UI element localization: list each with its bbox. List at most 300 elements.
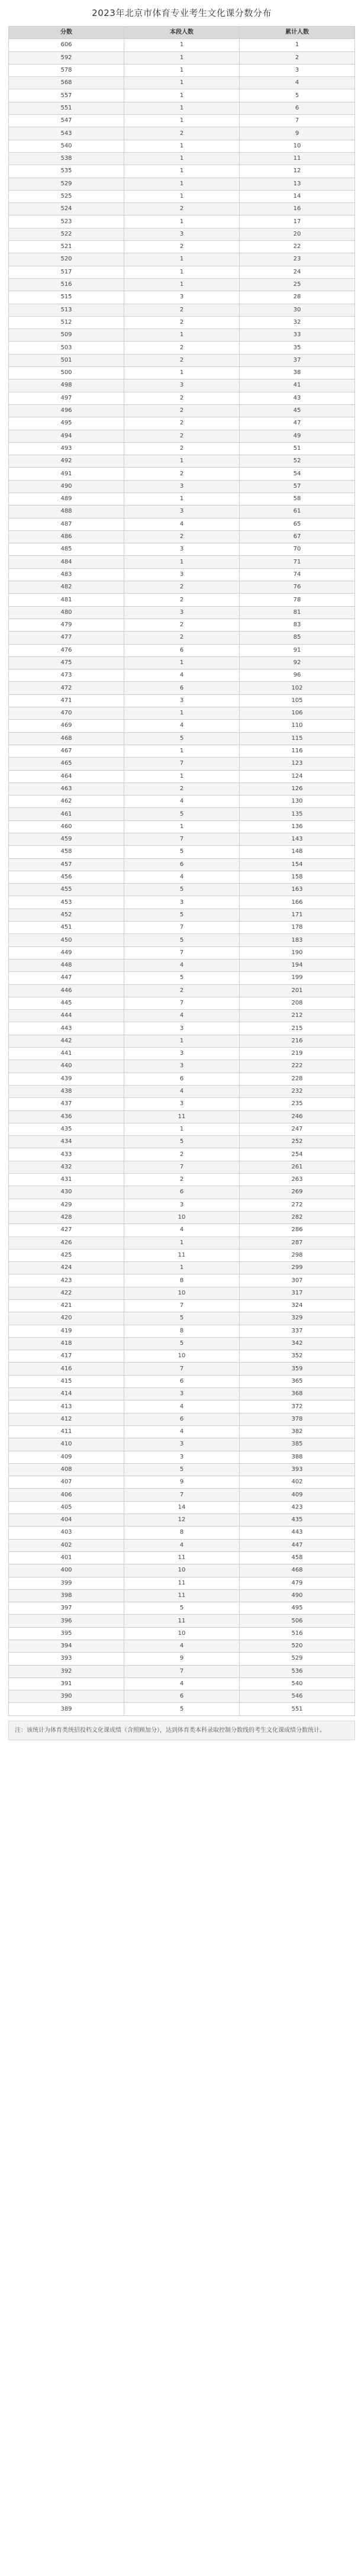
- segment-count-cell: 2: [124, 632, 240, 644]
- cumulative-count-cell: 43: [240, 392, 355, 404]
- score-cell: 399: [9, 1577, 124, 1589]
- score-cell: 495: [9, 417, 124, 430]
- table-row: [9, 1677, 355, 1690]
- score-cell: 451: [9, 922, 124, 934]
- table-row: [9, 682, 355, 694]
- segment-count-cell: 1: [124, 770, 240, 783]
- segment-count-cell: 4: [124, 871, 240, 883]
- cumulative-count-cell: 365: [240, 1375, 355, 1387]
- table-row: [9, 1174, 355, 1186]
- segment-count-cell: 2: [124, 783, 240, 795]
- score-cell: 476: [9, 644, 124, 656]
- cumulative-count-cell: 2: [240, 51, 355, 64]
- table-row: [9, 51, 355, 64]
- segment-count-cell: 1: [124, 266, 240, 278]
- segment-count-cell: 2: [124, 316, 240, 329]
- cumulative-count-cell: 201: [240, 984, 355, 997]
- score-cell: 513: [9, 304, 124, 316]
- score-cell: 516: [9, 278, 124, 291]
- table-row: [9, 669, 355, 682]
- segment-count-cell: 5: [124, 1703, 240, 1715]
- cumulative-count-cell: 378: [240, 1413, 355, 1425]
- segment-count-cell: 1: [124, 1123, 240, 1135]
- table-row: [9, 1514, 355, 1527]
- cumulative-count-cell: 23: [240, 253, 355, 266]
- cumulative-count-cell: 148: [240, 846, 355, 858]
- score-cell: 535: [9, 165, 124, 178]
- score-cell: 441: [9, 1048, 124, 1060]
- score-cell: 538: [9, 152, 124, 165]
- cumulative-count-cell: 110: [240, 720, 355, 732]
- cumulative-count-cell: 102: [240, 682, 355, 694]
- cumulative-count-cell: 286: [240, 1224, 355, 1237]
- score-cell: 447: [9, 972, 124, 984]
- segment-count-cell: 8: [124, 1325, 240, 1337]
- segment-count-cell: 7: [124, 1299, 240, 1312]
- segment-count-cell: 2: [124, 442, 240, 455]
- table-row: [9, 884, 355, 896]
- segment-count-cell: 2: [124, 354, 240, 366]
- segment-count-cell: 1: [124, 64, 240, 76]
- page-title: 2023年北京市体育专业考生文化课分数分布: [92, 8, 272, 18]
- cumulative-count-cell: 402: [240, 1476, 355, 1489]
- segment-count-cell: 7: [124, 1665, 240, 1677]
- segment-count-cell: 7: [124, 946, 240, 959]
- segment-count-cell: 11: [124, 1110, 240, 1123]
- table-row: [9, 417, 355, 430]
- cumulative-count-cell: 4: [240, 77, 355, 89]
- score-cell: 428: [9, 1211, 124, 1223]
- score-cell: 391: [9, 1677, 124, 1690]
- cumulative-count-cell: 28: [240, 291, 355, 304]
- score-cell: 496: [9, 404, 124, 417]
- segment-count-cell: 2: [124, 619, 240, 631]
- cumulative-count-cell: 235: [240, 1098, 355, 1110]
- cumulative-count-cell: 30: [240, 304, 355, 316]
- segment-count-cell: 1: [124, 190, 240, 202]
- table-row: [9, 644, 355, 656]
- table-row: [9, 1388, 355, 1400]
- table-row: [9, 455, 355, 468]
- segment-count-cell: 4: [124, 1224, 240, 1237]
- segment-count-cell: 7: [124, 1161, 240, 1173]
- segment-count-cell: 1: [124, 253, 240, 266]
- table-row: [9, 203, 355, 215]
- score-cell: 522: [9, 228, 124, 240]
- cumulative-count-cell: 6: [240, 102, 355, 114]
- cumulative-count-cell: 166: [240, 896, 355, 909]
- cumulative-count-cell: 25: [240, 278, 355, 291]
- segment-count-cell: 2: [124, 468, 240, 480]
- segment-count-cell: 7: [124, 997, 240, 1009]
- score-cell: 470: [9, 707, 124, 720]
- cumulative-count-cell: 9: [240, 127, 355, 140]
- score-cell: 390: [9, 1690, 124, 1703]
- segment-count-cell: 3: [124, 1438, 240, 1451]
- cumulative-count-cell: 272: [240, 1199, 355, 1211]
- table-row: [9, 1237, 355, 1249]
- score-cell: 437: [9, 1098, 124, 1110]
- segment-count-cell: 9: [124, 1653, 240, 1665]
- cumulative-count-cell: 45: [240, 404, 355, 417]
- table-row: [9, 342, 355, 354]
- cumulative-count-cell: 5: [240, 89, 355, 102]
- table-row: [9, 1060, 355, 1073]
- score-cell: 484: [9, 556, 124, 568]
- score-cell: 456: [9, 871, 124, 883]
- segment-count-cell: 3: [124, 480, 240, 492]
- table-row: [9, 530, 355, 543]
- table-row: [9, 783, 355, 795]
- table-row: [9, 1098, 355, 1110]
- score-cell: 467: [9, 745, 124, 757]
- segment-count-cell: 2: [124, 1148, 240, 1161]
- segment-count-cell: 3: [124, 1048, 240, 1060]
- segment-count-cell: 4: [124, 1400, 240, 1413]
- table-row: [9, 178, 355, 190]
- table-row: [9, 1363, 355, 1375]
- table-row: [9, 858, 355, 871]
- segment-count-cell: 4: [124, 1640, 240, 1653]
- table-row: [9, 896, 355, 909]
- segment-count-cell: 4: [124, 796, 240, 808]
- table-row: [9, 632, 355, 644]
- segment-count-cell: 6: [124, 682, 240, 694]
- table-row: [9, 1186, 355, 1199]
- table-header: [9, 27, 355, 39]
- score-cell: 557: [9, 89, 124, 102]
- cumulative-count-cell: 443: [240, 1527, 355, 1539]
- header-cumulative-count: 累计人数: [240, 27, 355, 39]
- table-row: [9, 480, 355, 492]
- table-row: [9, 505, 355, 518]
- table-row: [9, 581, 355, 594]
- score-cell: 494: [9, 430, 124, 442]
- score-cell: 429: [9, 1199, 124, 1211]
- segment-count-cell: 4: [124, 959, 240, 971]
- table-row: [9, 392, 355, 404]
- cumulative-count-cell: 106: [240, 707, 355, 720]
- table-row: [9, 984, 355, 997]
- segment-count-cell: 7: [124, 1363, 240, 1375]
- table-row: [9, 228, 355, 240]
- score-cell: 498: [9, 379, 124, 392]
- segment-count-cell: 2: [124, 581, 240, 594]
- table-row: [9, 1224, 355, 1237]
- segment-count-cell: 7: [124, 922, 240, 934]
- segment-count-cell: 5: [124, 1602, 240, 1615]
- segment-count-cell: 1: [124, 367, 240, 379]
- cumulative-count-cell: 24: [240, 266, 355, 278]
- table-row: [9, 1690, 355, 1703]
- segment-count-cell: 1: [124, 745, 240, 757]
- cumulative-count-cell: 540: [240, 1677, 355, 1690]
- segment-count-cell: 4: [124, 669, 240, 682]
- cumulative-count-cell: 232: [240, 1085, 355, 1097]
- cumulative-count-cell: 317: [240, 1287, 355, 1299]
- table-row: [9, 1337, 355, 1350]
- cumulative-count-cell: 337: [240, 1325, 355, 1337]
- cumulative-count-cell: 22: [240, 241, 355, 253]
- table-row: [9, 732, 355, 745]
- table-row: [9, 190, 355, 202]
- cumulative-count-cell: 116: [240, 745, 355, 757]
- score-cell: 458: [9, 846, 124, 858]
- segment-count-cell: 1: [124, 152, 240, 165]
- table-row: [9, 922, 355, 934]
- table-row: [9, 758, 355, 770]
- cumulative-count-cell: 183: [240, 934, 355, 946]
- table-row: [9, 1274, 355, 1287]
- cumulative-count-cell: 372: [240, 1400, 355, 1413]
- cumulative-count-cell: 74: [240, 568, 355, 581]
- cumulative-count-cell: 261: [240, 1161, 355, 1173]
- cumulative-count-cell: 136: [240, 820, 355, 833]
- score-cell: 497: [9, 392, 124, 404]
- table-row: [9, 1035, 355, 1047]
- table-row: [9, 543, 355, 556]
- cumulative-count-cell: 551: [240, 1703, 355, 1715]
- cumulative-count-cell: 447: [240, 1539, 355, 1551]
- score-cell: 406: [9, 1489, 124, 1501]
- cumulative-count-cell: 247: [240, 1123, 355, 1135]
- segment-count-cell: 11: [124, 1551, 240, 1564]
- cumulative-count-cell: 246: [240, 1110, 355, 1123]
- segment-count-cell: 10: [124, 1350, 240, 1363]
- segment-count-cell: 1: [124, 329, 240, 342]
- table-row: [9, 1123, 355, 1135]
- segment-count-cell: 10: [124, 1564, 240, 1577]
- segment-count-cell: 3: [124, 505, 240, 518]
- segment-count-cell: 5: [124, 884, 240, 896]
- cumulative-count-cell: 3: [240, 64, 355, 76]
- cumulative-count-cell: 76: [240, 581, 355, 594]
- segment-count-cell: 6: [124, 858, 240, 871]
- table-row: [9, 745, 355, 757]
- cumulative-count-cell: 78: [240, 594, 355, 606]
- segment-count-cell: 10: [124, 1287, 240, 1299]
- score-cell: 486: [9, 530, 124, 543]
- table-row: [9, 442, 355, 455]
- score-cell: 578: [9, 64, 124, 76]
- cumulative-count-cell: 143: [240, 833, 355, 846]
- segment-count-cell: 3: [124, 896, 240, 909]
- score-cell: 411: [9, 1425, 124, 1438]
- table-row: [9, 606, 355, 619]
- segment-count-cell: 1: [124, 102, 240, 114]
- score-cell: 457: [9, 858, 124, 871]
- cumulative-count-cell: 490: [240, 1589, 355, 1602]
- score-cell: 464: [9, 770, 124, 783]
- cumulative-count-cell: 216: [240, 1035, 355, 1047]
- score-cell: 389: [9, 1703, 124, 1715]
- score-cell: 445: [9, 997, 124, 1009]
- table-body: [9, 39, 355, 1715]
- table-row: [9, 1539, 355, 1551]
- table-row: [9, 808, 355, 820]
- cumulative-count-cell: 41: [240, 379, 355, 392]
- table-row: [9, 1640, 355, 1653]
- cumulative-count-cell: 254: [240, 1148, 355, 1161]
- score-cell: 520: [9, 253, 124, 266]
- cumulative-count-cell: 65: [240, 518, 355, 530]
- cumulative-count-cell: 382: [240, 1425, 355, 1438]
- table-row: [9, 1463, 355, 1476]
- table-row: [9, 278, 355, 291]
- cumulative-count-cell: 342: [240, 1337, 355, 1350]
- table-row: [9, 1476, 355, 1489]
- score-cell: 465: [9, 758, 124, 770]
- segment-count-cell: 6: [124, 1073, 240, 1085]
- score-cell: 523: [9, 215, 124, 228]
- cumulative-count-cell: 263: [240, 1174, 355, 1186]
- header-segment-count: 本段人数: [124, 27, 240, 39]
- score-cell: 463: [9, 783, 124, 795]
- table-row: [9, 1375, 355, 1387]
- score-cell: 461: [9, 808, 124, 820]
- score-cell: 419: [9, 1325, 124, 1337]
- segment-count-cell: 12: [124, 1514, 240, 1527]
- segment-count-cell: 1: [124, 707, 240, 720]
- segment-count-cell: 2: [124, 127, 240, 140]
- score-cell: 491: [9, 468, 124, 480]
- score-cell: 489: [9, 492, 124, 505]
- cumulative-count-cell: 269: [240, 1186, 355, 1199]
- cumulative-count-cell: 228: [240, 1073, 355, 1085]
- score-cell: 410: [9, 1438, 124, 1451]
- table-row: [9, 833, 355, 846]
- table-row: [9, 152, 355, 165]
- score-cell: 503: [9, 342, 124, 354]
- table-row: [9, 253, 355, 266]
- score-cell: 462: [9, 796, 124, 808]
- table-row: [9, 64, 355, 76]
- score-cell: 436: [9, 1110, 124, 1123]
- table-row: [9, 165, 355, 178]
- cumulative-count-cell: 423: [240, 1501, 355, 1514]
- segment-count-cell: 11: [124, 1589, 240, 1602]
- cumulative-count-cell: 20: [240, 228, 355, 240]
- segment-count-cell: 3: [124, 1199, 240, 1211]
- score-cell: 485: [9, 543, 124, 556]
- score-cell: 493: [9, 442, 124, 455]
- table-row: [9, 1148, 355, 1161]
- cumulative-count-cell: 479: [240, 1577, 355, 1589]
- score-cell: 512: [9, 316, 124, 329]
- score-cell: 438: [9, 1085, 124, 1097]
- cumulative-count-cell: 324: [240, 1299, 355, 1312]
- segment-count-cell: 1: [124, 492, 240, 505]
- table-row: [9, 241, 355, 253]
- score-cell: 481: [9, 594, 124, 606]
- table-row: [9, 329, 355, 342]
- segment-count-cell: 4: [124, 1085, 240, 1097]
- table-header-row: [9, 27, 355, 39]
- table-row: [9, 1451, 355, 1463]
- score-cell: 409: [9, 1451, 124, 1463]
- score-cell: 444: [9, 1010, 124, 1022]
- score-cell: 443: [9, 1022, 124, 1035]
- table-row: [9, 127, 355, 140]
- score-cell: 396: [9, 1615, 124, 1627]
- score-cell: 398: [9, 1589, 124, 1602]
- segment-count-cell: 1: [124, 1035, 240, 1047]
- score-cell: 403: [9, 1527, 124, 1539]
- score-cell: 415: [9, 1375, 124, 1387]
- segment-count-cell: 4: [124, 1425, 240, 1438]
- table-row: [9, 115, 355, 127]
- score-cell: 400: [9, 1564, 124, 1577]
- segment-count-cell: 5: [124, 808, 240, 820]
- score-cell: 547: [9, 115, 124, 127]
- segment-count-cell: 2: [124, 594, 240, 606]
- table-row: [9, 291, 355, 304]
- segment-count-cell: 6: [124, 1186, 240, 1199]
- cumulative-count-cell: 194: [240, 959, 355, 971]
- table-row: [9, 846, 355, 858]
- score-cell: 488: [9, 505, 124, 518]
- score-cell: 407: [9, 1476, 124, 1489]
- segment-count-cell: 1: [124, 115, 240, 127]
- cumulative-count-cell: 212: [240, 1010, 355, 1022]
- table-row: [9, 468, 355, 480]
- segment-count-cell: 5: [124, 1337, 240, 1350]
- segment-count-cell: 6: [124, 644, 240, 656]
- table-row: [9, 871, 355, 883]
- table-row: [9, 707, 355, 720]
- cumulative-count-cell: 96: [240, 669, 355, 682]
- table-row: [9, 1161, 355, 1173]
- segment-count-cell: 1: [124, 178, 240, 190]
- cumulative-count-cell: 130: [240, 796, 355, 808]
- score-cell: 500: [9, 367, 124, 379]
- score-cell: 446: [9, 984, 124, 997]
- segment-count-cell: 1: [124, 820, 240, 833]
- segment-count-cell: 2: [124, 530, 240, 543]
- segment-count-cell: 3: [124, 543, 240, 556]
- cumulative-count-cell: 495: [240, 1602, 355, 1615]
- cumulative-count-cell: 57: [240, 480, 355, 492]
- score-cell: 442: [9, 1035, 124, 1047]
- score-cell: 416: [9, 1363, 124, 1375]
- segment-count-cell: 4: [124, 1010, 240, 1022]
- segment-count-cell: 3: [124, 1388, 240, 1400]
- score-cell: 405: [9, 1501, 124, 1514]
- table-row: [9, 720, 355, 732]
- segment-count-cell: 5: [124, 934, 240, 946]
- table-row: [9, 1085, 355, 1097]
- table-row: [9, 1350, 355, 1363]
- score-cell: 449: [9, 946, 124, 959]
- score-cell: 480: [9, 606, 124, 619]
- score-cell: 431: [9, 1174, 124, 1186]
- score-cell: 453: [9, 896, 124, 909]
- segment-count-cell: 2: [124, 404, 240, 417]
- table-row: [9, 1627, 355, 1640]
- segment-count-cell: 1: [124, 140, 240, 152]
- table-row: [9, 354, 355, 366]
- table-row: [9, 1438, 355, 1451]
- table-row: [9, 909, 355, 921]
- segment-count-cell: 3: [124, 291, 240, 304]
- table-row: [9, 796, 355, 808]
- score-cell: 606: [9, 39, 124, 51]
- table-row: [9, 1653, 355, 1665]
- segment-count-cell: 3: [124, 379, 240, 392]
- segment-count-cell: 4: [124, 1677, 240, 1690]
- score-cell: 477: [9, 632, 124, 644]
- cumulative-count-cell: 329: [240, 1312, 355, 1325]
